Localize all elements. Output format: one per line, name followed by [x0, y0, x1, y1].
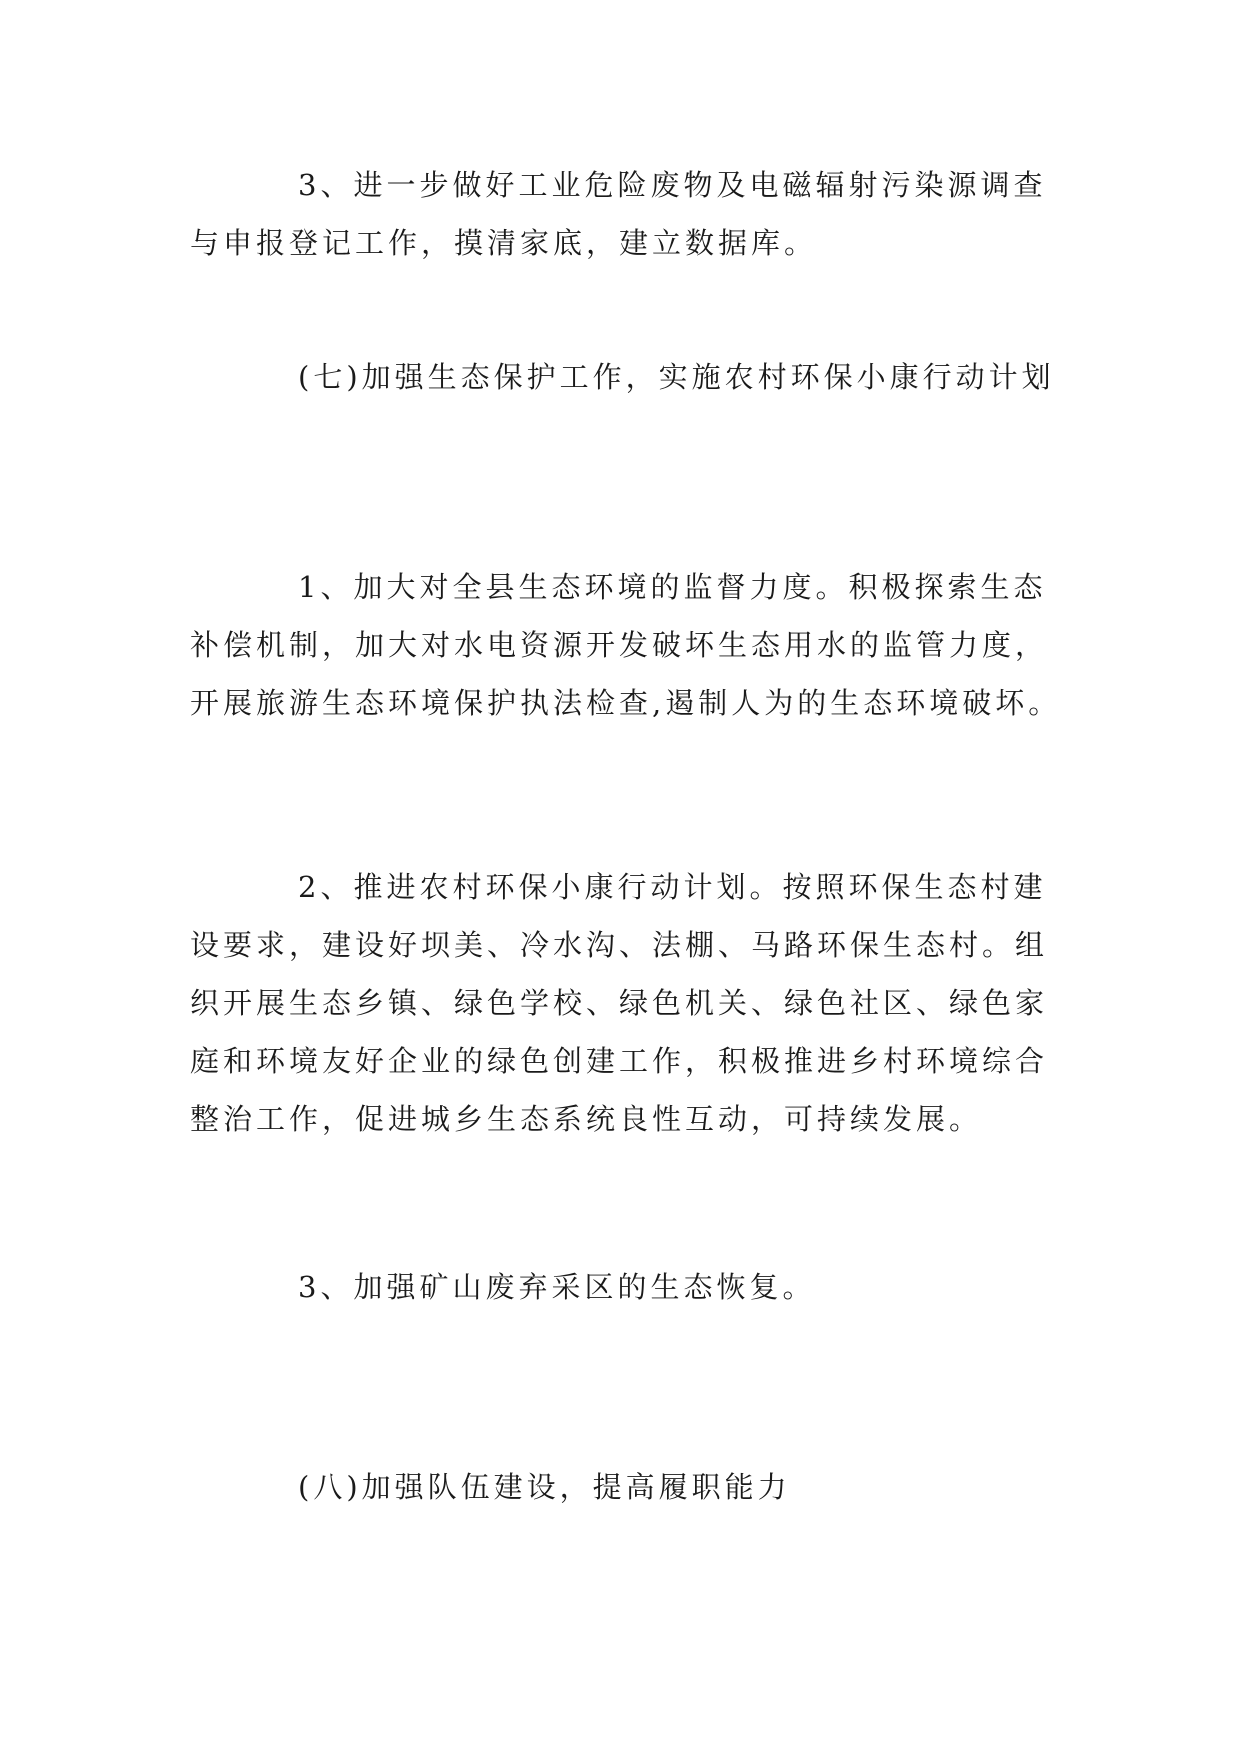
- section-heading-8: [190, 1458, 1060, 1516]
- paragraph-line: 与申报登记工作，摸清家底，建立数据库。: [190, 226, 818, 260]
- section-heading-7: [190, 348, 1060, 406]
- heading-line: (八)加强队伍建设，提高履职能力: [298, 1470, 791, 1504]
- paragraph-line: 整治工作，促进城乡生态系统良性互动，可持续发展。: [190, 1102, 983, 1136]
- paragraph-line: 1、加大对全县生态环境的监督力度。积极探索生态: [298, 570, 1047, 604]
- paragraph-line: 3、进一步做好工业危险废物及电磁辐射污染源调查: [298, 168, 1047, 202]
- paragraph-item-3-mining: [190, 1258, 1060, 1316]
- paragraph-line: 2、推进农村环保小康行动计划。按照环保生态村建: [298, 870, 1047, 904]
- paragraph-line: 3、加强矿山废弃采区的生态恢复。: [298, 1270, 816, 1304]
- paragraph-item-2-rural-plan: [190, 858, 1060, 1148]
- paragraph-line: 开展旅游生态环境保护执法检查,遏制人为的生态环境破坏。: [190, 686, 1062, 720]
- paragraph-line: 庭和环境友好企业的绿色创建工作，积极推进乡村环境综合: [190, 1044, 1049, 1078]
- paragraph-line: 织开展生态乡镇、绿色学校、绿色机关、绿色社区、绿色家: [190, 986, 1049, 1020]
- paragraph-line: 设要求，建设好坝美、冷水沟、法棚、马路环保生态村。组: [190, 928, 1049, 962]
- heading-line: (七)加强生态保护工作，实施农村环保小康行动计划: [298, 360, 1055, 394]
- paragraph-item-3-survey: [190, 156, 1060, 272]
- paragraph-item-1-supervision: [190, 558, 1060, 732]
- paragraph-line: 补偿机制，加大对水电资源开发破坏生态用水的监管力度，: [190, 628, 1049, 662]
